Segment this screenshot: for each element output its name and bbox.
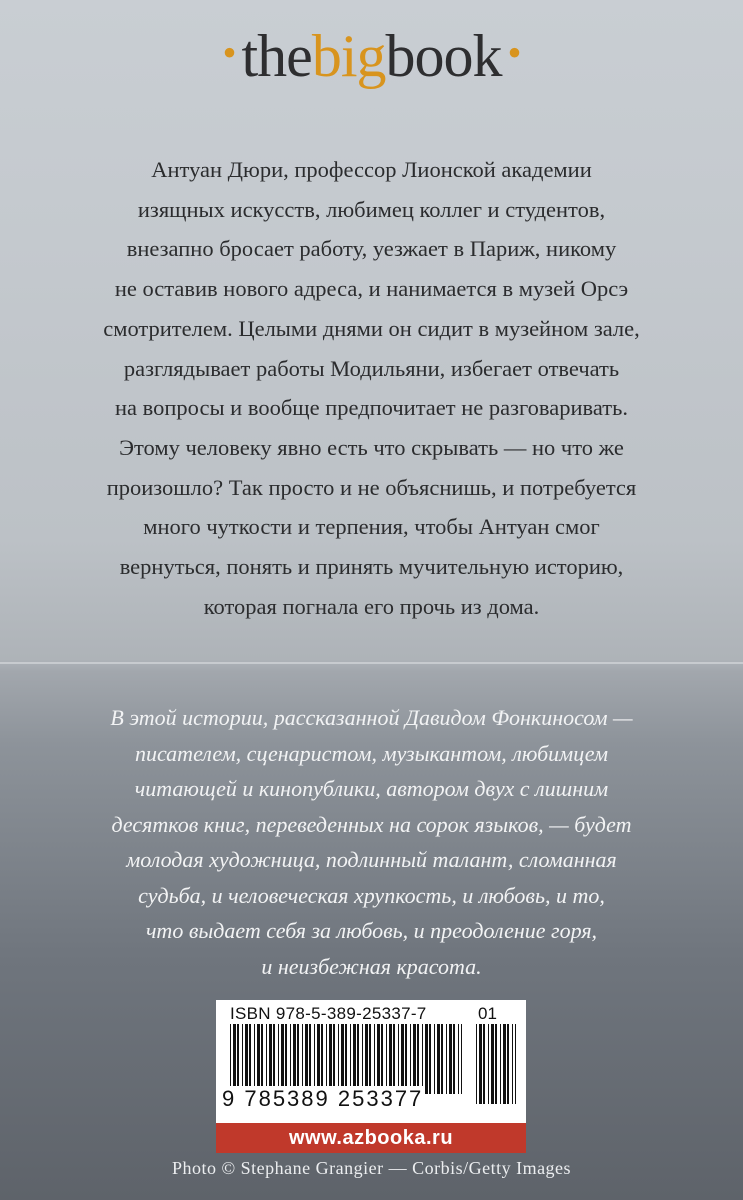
publisher-logo bbox=[0, 22, 743, 91]
barcode-addon-bars bbox=[476, 1024, 516, 1104]
synopsis-line: разглядывает работы Модильяни, избегает отвечать bbox=[123, 355, 620, 381]
author-note-line: писателем, сценаристом, музыкантом, любимцем bbox=[134, 740, 608, 766]
synopsis-line: на вопросы и вообще предпочитает не разговаривать. bbox=[114, 395, 628, 421]
author-note-line: читающей и кинопублики, автором двух с лишним bbox=[134, 776, 609, 801]
author-note-line: и неизбежная красота. bbox=[261, 953, 482, 979]
logo-big: big bbox=[311, 23, 386, 89]
logo-dot-right: • bbox=[507, 30, 521, 75]
photo-credit: Photo © Stephane Grangier — Corbis/Getty Images bbox=[171, 1158, 572, 1178]
synopsis-line: много чуткости и терпения, чтобы Антуан смог bbox=[143, 514, 600, 540]
synopsis-line: Этому человеку явно есть что скрывать — но что же bbox=[119, 434, 624, 460]
barcode-bars bbox=[230, 1024, 462, 1094]
synopsis bbox=[30, 150, 713, 626]
synopsis-line: смотрителем. Целыми днями он сидит в музейном зале, bbox=[103, 315, 640, 341]
synopsis-line: Антуан Дюри, профессор Лионской академии bbox=[151, 157, 592, 182]
author-note-line: молодая художница, подлинный талант, сломанная bbox=[126, 847, 617, 872]
synopsis-line: которая погнала его прочь из дома. bbox=[203, 593, 540, 619]
barcode-digits: 9 785389 253377 bbox=[222, 1086, 424, 1111]
synopsis-line: произошло? Так просто и не объяснишь, и потребуется bbox=[106, 474, 637, 500]
isbn-label: ISBN 978-5-389-25337-7 bbox=[230, 1004, 427, 1023]
author-note-line: что выдает себя за любовь, и преодоление горя, bbox=[145, 918, 598, 943]
synopsis-line: не оставив нового адреса, и нанимается в музей Орсэ bbox=[114, 276, 629, 302]
synopsis-line: изящных искусств, любимец коллег и студентов, bbox=[137, 196, 606, 222]
barcode-addon-label: 01 bbox=[478, 1004, 497, 1023]
logo-book: book bbox=[385, 23, 502, 89]
barcode-panel bbox=[216, 1000, 526, 1124]
synopsis-line: внезапно бросает работу, уезжает в Париж, никому bbox=[126, 236, 617, 262]
logo-dot-left: • bbox=[222, 30, 236, 75]
section-divider bbox=[0, 662, 743, 664]
author-note-line: В этой истории, рассказанной Давидом Фонкиносом — bbox=[110, 705, 633, 730]
author-note-line: десятков книг, переведенных на сорок языков, — будет bbox=[111, 811, 632, 837]
author-note bbox=[30, 700, 713, 984]
synopsis-line: вернуться, понять и принять мучительную историю, bbox=[119, 554, 624, 580]
author-note-line: судьба, и человеческая хрупкость, и любовь, и то, bbox=[138, 882, 605, 908]
logo-the: the bbox=[241, 23, 312, 89]
publisher-website: www.azbooka.ru bbox=[216, 1123, 526, 1153]
